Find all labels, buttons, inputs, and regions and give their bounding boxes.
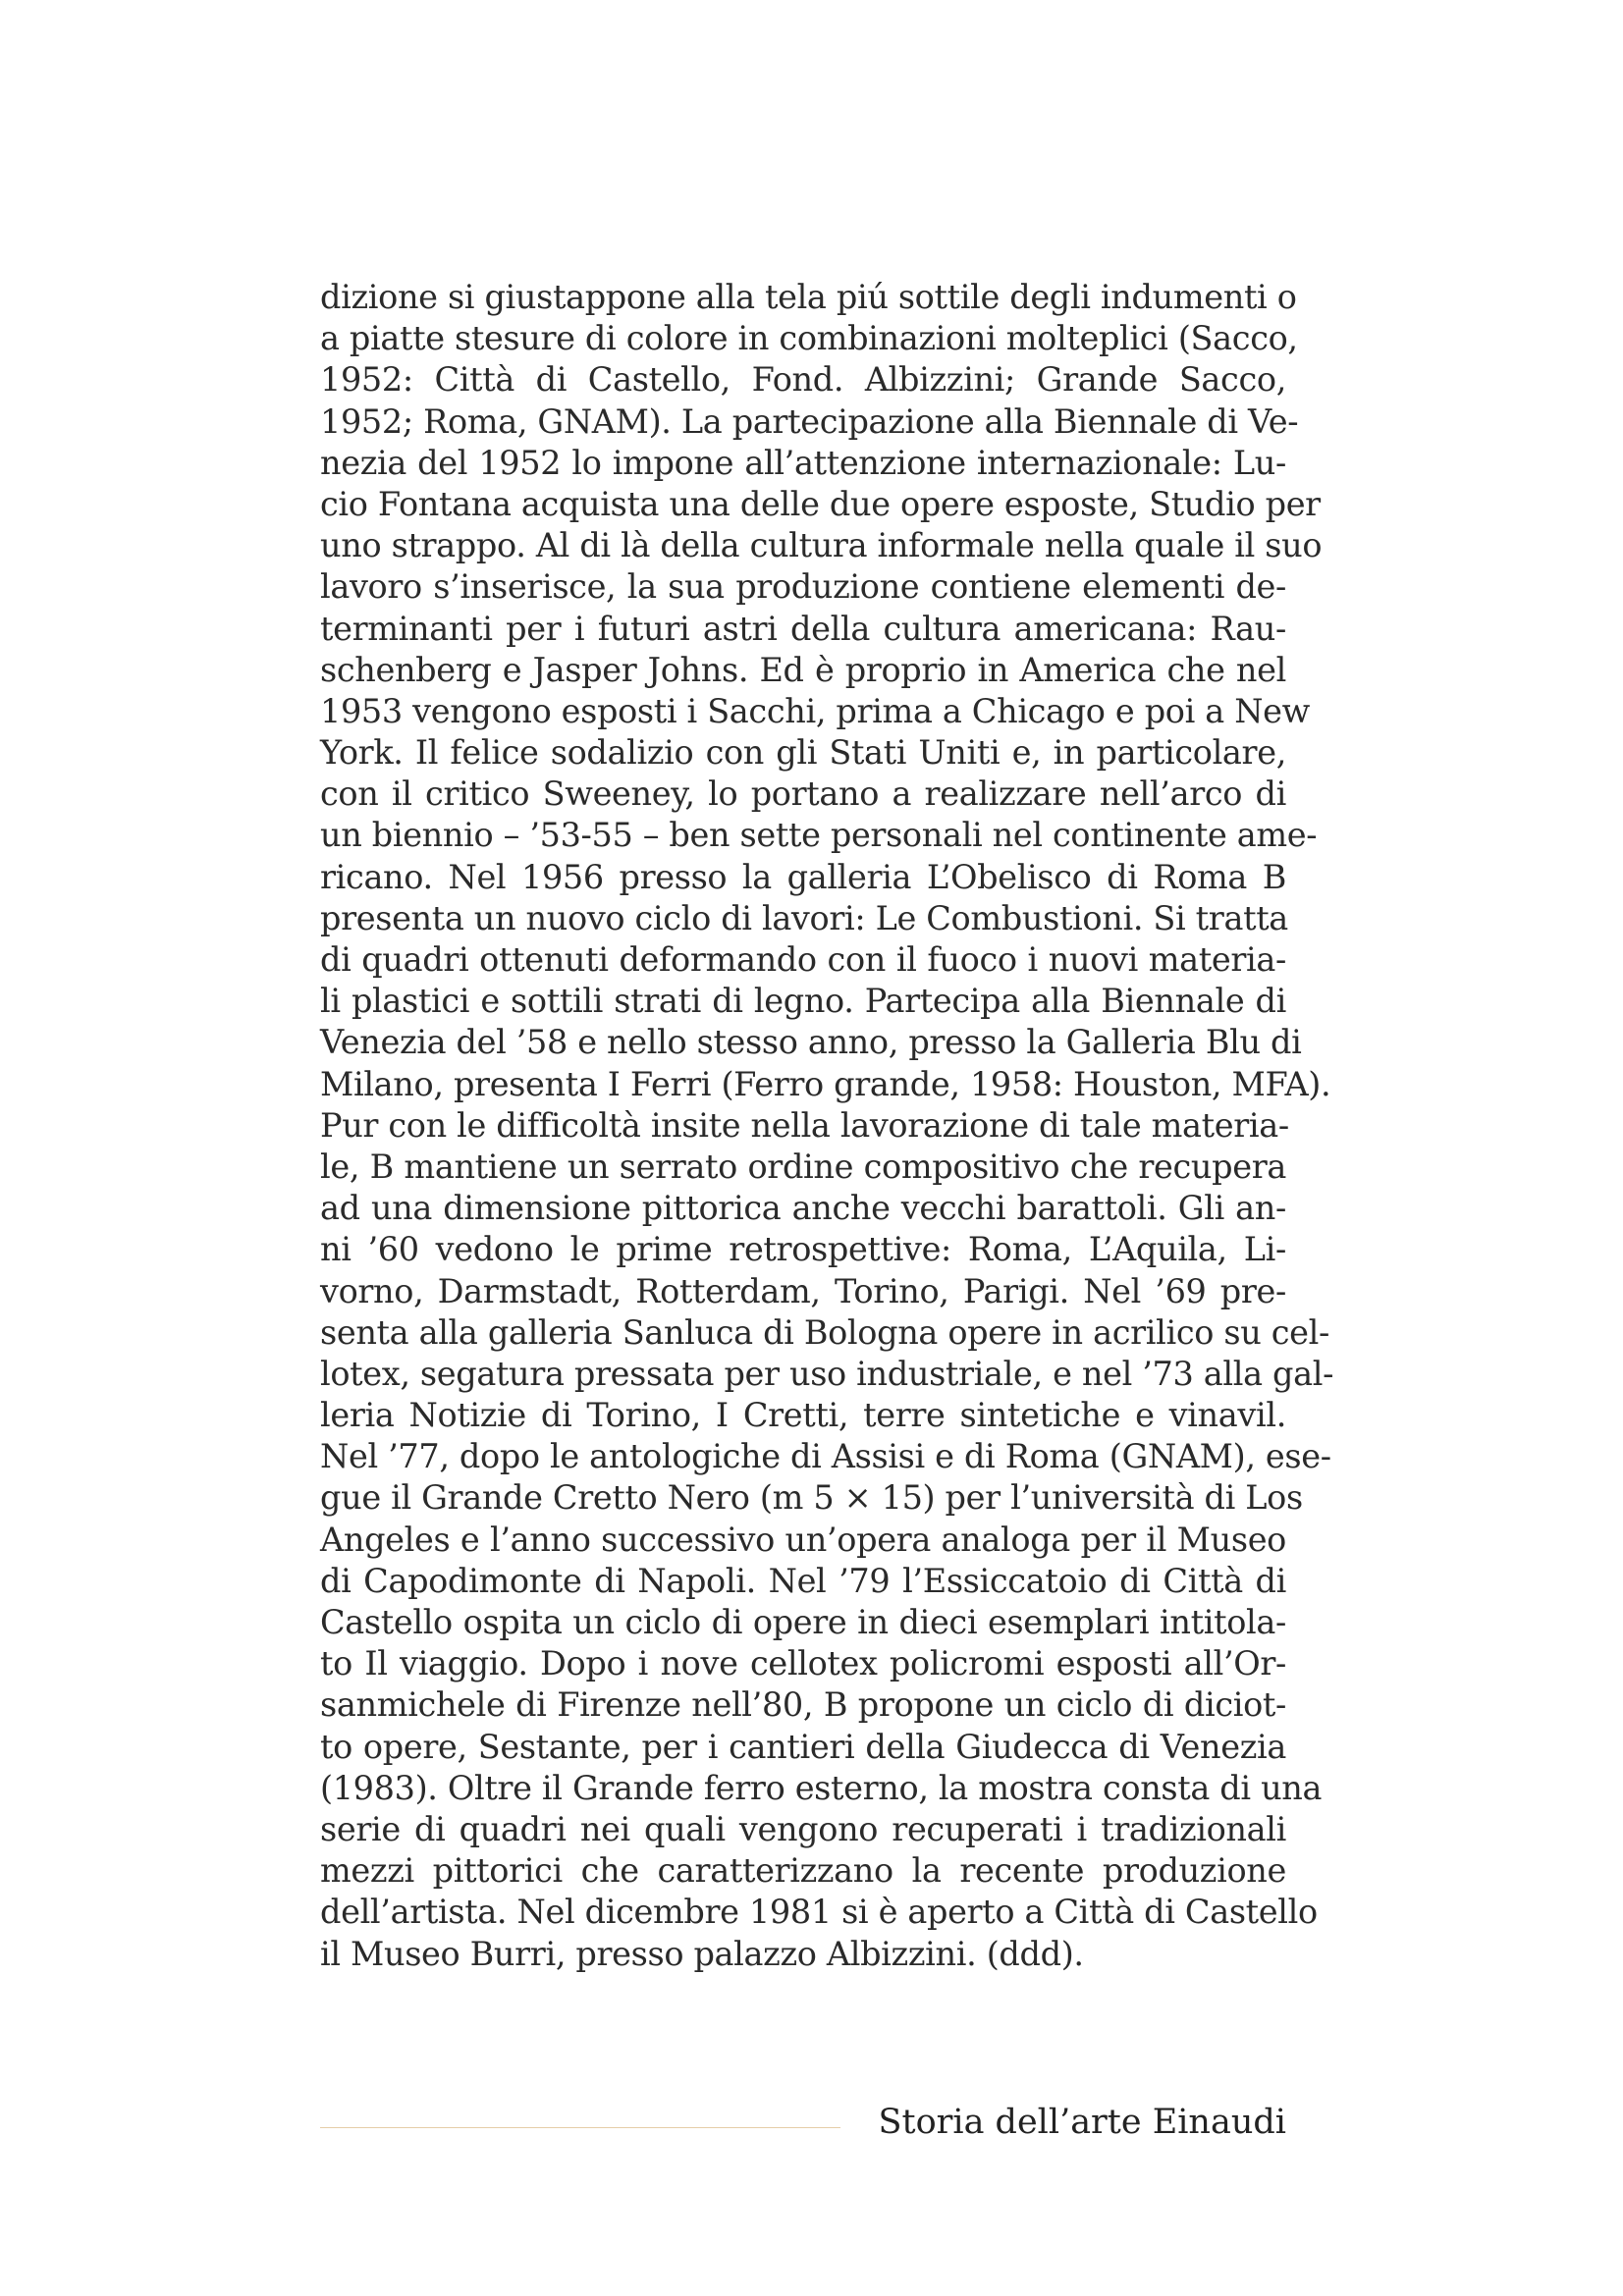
text-line: Nel ’77, dopo le antologiche di Assisi e di Roma (GNAM), ese- <box>320 1437 1331 1476</box>
footer-divider <box>320 2127 840 2128</box>
text-line: terminanti per i futuri astri della cultura americana: Rau- <box>320 609 1286 648</box>
text-line: lavoro s’inserisce, la sua produzione contiene elementi de- <box>320 567 1286 607</box>
text-line: a piatte stesure di colore in combinazioni molteplici (Sacco, <box>320 319 1298 358</box>
text-line: Castello ospita un ciclo di opere in dieci esemplari intitola- <box>320 1603 1286 1641</box>
text-line: le, B mantiene un serrato ordine compositivo che recupera <box>320 1147 1286 1186</box>
text-line: li plastici e sottili strati di legno. Partecipa alla Biennale di <box>320 982 1286 1021</box>
text-line: un biennio – ’53-55 – ben sette personali nel continente ame- <box>320 816 1318 855</box>
text-line: ni ’60 vedono le prime retrospettive: Roma, L’Aquila, Li- <box>320 1230 1286 1269</box>
text-line: 1952: Città di Castello, Fond. Albizzini; Grande Sacco, <box>320 360 1286 400</box>
body-text <box>320 277 1334 1975</box>
text-line: il Museo Burri, presso palazzo Albizzini. (ddd). <box>320 1934 1084 1973</box>
text-line: dell’artista. Nel dicembre 1981 si è aperto a Città di Castello <box>320 1893 1318 1932</box>
text-line: Pur con le difficoltà insite nella lavorazione di tale materia- <box>320 1105 1289 1145</box>
text-line: di Capodimonte di Napoli. Nel ’79 l’Essiccatoio di Città di <box>320 1561 1286 1600</box>
text-line: to opere, Sestante, per i cantieri della Giudecca di Venezia <box>320 1727 1286 1766</box>
text-line: nezia del 1952 lo impone all’attenzione internazionale: Lu- <box>320 443 1286 482</box>
text-line: 1953 vengono esposti i Sacchi, prima a Chicago e poi a New <box>320 691 1310 730</box>
text-line: di quadri ottenuti deformando con il fuoco i nuovi materia- <box>320 940 1286 979</box>
text-line: sanmichele di Firenze nell’80, B propone un ciclo di diciot- <box>320 1685 1286 1725</box>
footer-title: Storia dell’arte Einaudi <box>878 2103 1286 2142</box>
text-line: senta alla galleria Sanluca di Bologna opere in acrilico su cel- <box>320 1312 1329 1352</box>
text-line: leria Notizie di Torino, I Cretti, terre sintetiche e vinavil. <box>320 1396 1286 1435</box>
text-line: schenberg e Jasper Johns. Ed è proprio in America che nel <box>320 650 1286 689</box>
text-line: cio Fontana acquista una delle due opere esposte, Studio per <box>320 484 1321 523</box>
text-line: serie di quadri nei quali vengono recuperati i tradizionali <box>320 1809 1286 1848</box>
text-line: dizione si giustappone alla tela piú sottile degli indumenti o <box>320 278 1297 316</box>
text-line: presenta un nuovo ciclo di lavori: Le Combustioni. Si tratta <box>320 898 1288 937</box>
text-line: to Il viaggio. Dopo i nove cellotex policromi esposti all’Or- <box>320 1644 1286 1683</box>
text-line: mezzi pittorici che caratterizzano la recente produzione <box>320 1851 1286 1891</box>
text-line: vorno, Darmstadt, Rotterdam, Torino, Parigi. Nel ’69 pre- <box>320 1271 1286 1310</box>
text-line: 1952; Roma, GNAM). La partecipazione alla Biennale di Ve- <box>320 401 1299 441</box>
text-line: Venezia del ’58 e nello stesso anno, presso la Galleria Blu di <box>320 1023 1302 1062</box>
text-line: Milano, presenta I Ferri (Ferro grande, 1958: Houston, MFA). <box>320 1064 1331 1103</box>
text-line: ad una dimensione pittorica anche vecchi barattoli. Gli an- <box>320 1189 1286 1228</box>
text-line: con il critico Sweeney, lo portano a realizzare nell’arco di <box>320 774 1286 814</box>
text-line: York. Il felice sodalizio con gli Stati Uniti e, in particolare, <box>320 733 1286 773</box>
text-line: ricano. Nel 1956 presso la galleria L’Obelisco di Roma B <box>320 857 1286 896</box>
text-line: Angeles e l’anno successivo un’opera analoga per il Museo <box>320 1520 1286 1559</box>
text-line: (1983). Oltre il Grande ferro esterno, la mostra consta di una <box>320 1768 1323 1807</box>
text-line: uno strappo. Al di là della cultura informale nella quale il suo <box>320 526 1323 565</box>
text-line: gue il Grande Cretto Nero (m 5 × 15) per l’università di Los <box>320 1478 1303 1518</box>
text-line: lotex, segatura pressata per uso industriale, e nel ’73 alla gal- <box>320 1354 1334 1393</box>
